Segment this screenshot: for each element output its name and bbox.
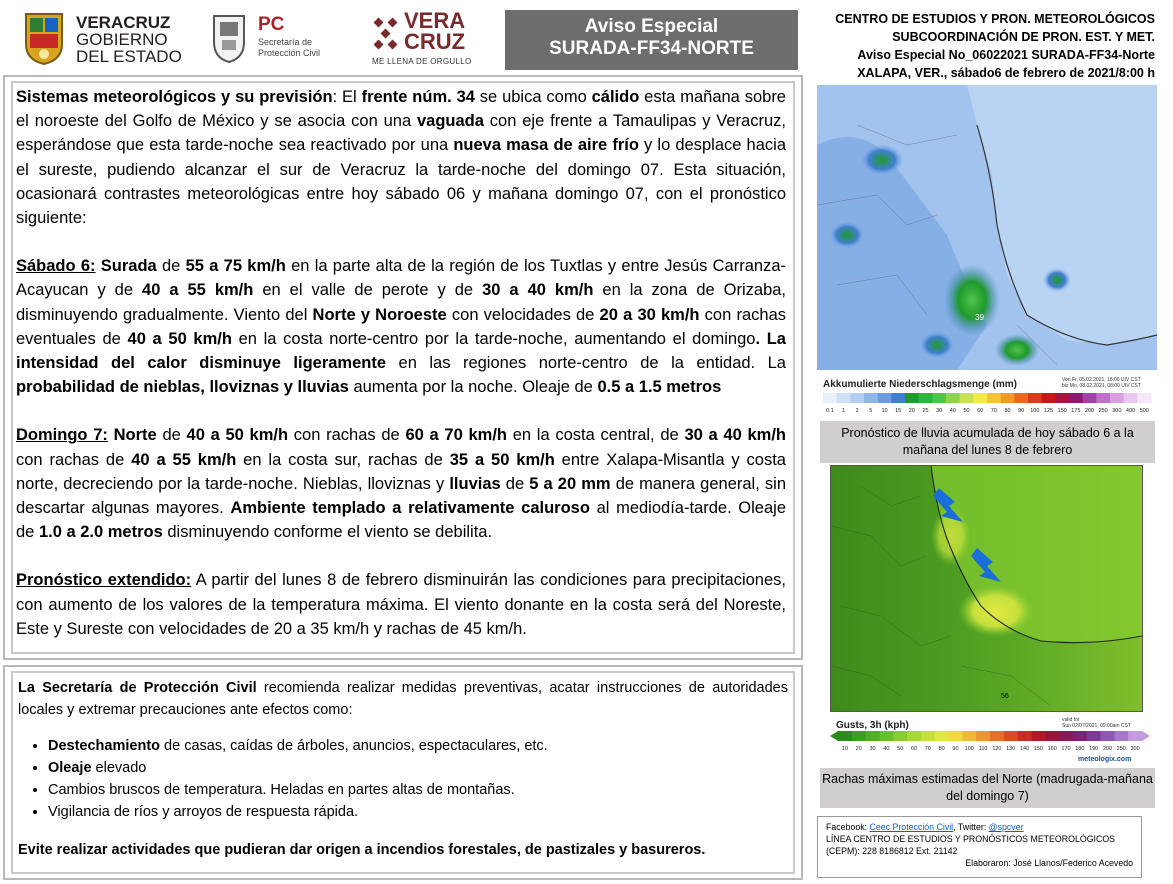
gusts-map xyxy=(830,465,1143,712)
scale-swatch xyxy=(893,731,907,741)
aviso-title-box xyxy=(505,10,798,70)
scale-tick-label: 90 xyxy=(1018,408,1025,414)
scale-swatch xyxy=(1001,393,1015,403)
scale-tick-label: 160 xyxy=(1047,746,1057,752)
scale-swatch xyxy=(1059,731,1073,741)
text-run: 55 a 75 km/h xyxy=(185,257,286,276)
text-run: en las regiones norte-centro de la entidad. La xyxy=(386,354,786,373)
text-run: en la costa sur, rachas de xyxy=(236,450,450,469)
text-run: de xyxy=(156,426,187,445)
text-run: 35 a 50 km/h xyxy=(449,450,555,469)
twitter-link[interactable]: @spcver xyxy=(988,822,1024,832)
text-run: con eje frente a Tamaulipas y Veracruz, esperándose que esta tarde-noche sea reactivado por una xyxy=(16,112,786,155)
pc-logo-text: PC xyxy=(258,14,285,35)
text-run: probabilidad de nieblas, lloviznas y lluvias xyxy=(16,378,349,397)
scale-tick-label: 250 xyxy=(1116,746,1126,752)
twitter-label: , Twitter: xyxy=(953,822,989,832)
veracruz-orgullo-logo xyxy=(370,8,472,68)
scale-tick-label: 40 xyxy=(949,408,956,414)
sistemas-heading: Sistemas meteorológicos y su previsión xyxy=(16,88,333,106)
scale-swatch xyxy=(879,731,893,741)
sabado-heading: Sábado 6: xyxy=(16,257,96,276)
scale-tick-label: 60 xyxy=(977,408,984,414)
scale-swatch xyxy=(1014,393,1028,403)
text-run: 30 a 40 km/h xyxy=(684,426,786,445)
text-run: Cambios bruscos de temperatura. Heladas en partes altas de montañas. xyxy=(48,782,515,798)
scale-tick-label: 10 xyxy=(881,408,888,414)
scale-tick-label: 2 xyxy=(855,408,859,414)
scale-tick-label: 300 xyxy=(1130,746,1140,752)
scale-swatch xyxy=(891,393,905,403)
precipitation-legend xyxy=(817,373,1157,419)
list-item xyxy=(48,757,788,779)
text-run: en la parte alta de la región de los Tuxtlas y entre Jesús Carranza-Acayucan y de xyxy=(16,257,786,300)
scale-tick-label: 40 xyxy=(883,746,890,752)
text-run: entre Xalapa-Misantla y costa norte, decreciendo por la tarde-noche. Nieblas, lloviznas y xyxy=(16,450,786,493)
scale-swatch xyxy=(1101,731,1115,741)
gusts-legend-title: Gusts, 3h (kph) xyxy=(836,720,909,731)
scale-tick-label: 170 xyxy=(1061,746,1071,752)
text-run: de xyxy=(156,257,186,276)
text-run: 5 a 20 mm xyxy=(529,474,611,493)
scale-swatch xyxy=(1042,393,1056,403)
scale-swatch xyxy=(1083,393,1097,403)
text-run: lluvias xyxy=(449,474,501,493)
scale-tick-label: 70 xyxy=(990,408,997,414)
scale-swatch xyxy=(878,393,892,403)
gusts-legend-date: Sun 02/07/2021, 09:00am CST xyxy=(1062,723,1131,729)
text-run: Surada xyxy=(100,257,157,276)
veracruz-line2: GOBIERNO xyxy=(76,30,168,49)
vc-tagline: ME LLENA DE ORGULLO xyxy=(372,57,472,66)
scale-swatch xyxy=(1069,393,1083,403)
scale-swatch xyxy=(838,731,852,741)
scale-arrow-left xyxy=(830,731,838,741)
veracruz-line1: VERACRUZ xyxy=(76,13,171,32)
orgullo-pattern-icon xyxy=(372,16,402,52)
text-run: 40 a 55 km/h xyxy=(142,281,254,300)
scale-swatch xyxy=(935,731,949,741)
pc-line2: Protección Civil xyxy=(258,48,321,58)
scale-tick-label: 100 xyxy=(1030,408,1040,414)
text-run: Norte y Noroeste xyxy=(312,305,447,324)
scale-tick-label: 5 xyxy=(869,408,873,414)
aviso-title-line2: SURADA-FF34-NORTE xyxy=(549,38,754,59)
scale-swatch xyxy=(960,393,974,403)
scale-swatch xyxy=(1018,731,1032,741)
text-run: recomienda realizar medidas preventivas, acatar instrucciones de autoridades locales y extremar precauciones ante efectos como: xyxy=(18,680,788,718)
scale-swatch xyxy=(1128,731,1142,741)
list-item xyxy=(48,779,788,801)
veracruz-line3: DEL ESTADO xyxy=(76,47,182,66)
text-run: con rachas de xyxy=(288,426,406,445)
scale-tick-label: 50 xyxy=(963,408,970,414)
text-run: disminuyendo conforme el viento se debilita. xyxy=(162,523,493,542)
text-run: 30 a 40 km/h xyxy=(482,281,594,300)
veracruz-government-logo xyxy=(22,8,187,68)
sistemas-paragraph xyxy=(16,85,786,230)
facebook-link[interactable]: Ceec Protección Civil xyxy=(869,822,954,832)
text-run: vaguada xyxy=(416,112,484,131)
scale-swatch xyxy=(823,393,837,403)
extendido-heading: Pronóstico extendido: xyxy=(16,571,192,590)
scale-tick-label: 200 xyxy=(1102,746,1113,752)
scale-swatch xyxy=(1004,731,1018,741)
scale-tick-label: 90 xyxy=(952,746,959,752)
scale-tick-label: 25 xyxy=(922,408,929,414)
issuer-line2: SUBCOORDINACIÓN DE PRON. EST. Y MET. xyxy=(892,30,1155,44)
text-run: . La intensidad del calor disminuye ligeramente xyxy=(16,329,786,373)
pc-emblem-icon xyxy=(208,10,250,64)
aviso-title-line1: Aviso Especial xyxy=(584,16,719,37)
scale-swatch xyxy=(973,393,987,403)
scale-tick-label: 180 xyxy=(1075,746,1085,752)
scale-swatch xyxy=(976,731,990,741)
scale-tick-label: 140 xyxy=(1019,746,1030,752)
text-run: en el valle de perote y de xyxy=(253,281,483,300)
precipitation-map xyxy=(817,85,1157,370)
text-run: con velocidades de xyxy=(446,305,600,324)
scale-swatch xyxy=(946,393,960,403)
meteologix-brand: meteologix.com xyxy=(1078,756,1132,763)
authors-line: Elaboraron: José Llanos/Federico Acevedo xyxy=(965,858,1133,868)
text-run: : El xyxy=(332,88,362,106)
facebook-label: Facebook: xyxy=(826,822,870,832)
issuer-line3: Aviso Especial No_06022021 SURADA-FF34-Norte xyxy=(857,48,1155,62)
precipitation-caption: Pronóstico de lluvia acumulada de hoy sábado 6 a la mañana del lunes 8 de febrero xyxy=(820,421,1155,463)
text-run: elevado xyxy=(91,760,147,776)
precip-value-label: 39 xyxy=(975,313,984,322)
scale-swatch xyxy=(866,731,880,741)
recommendations-intro xyxy=(18,677,788,721)
scale-tick-label: 150 xyxy=(1057,408,1067,414)
scale-swatch xyxy=(864,393,878,403)
contact-line3: (CEPM): 228 8186812 Ext. 21142 xyxy=(826,846,958,856)
text-run: A partir del lunes 8 de febrero disminuirán las condiciones para precipitaciones, con aumento de los valores de la temperatura máxima. El viento donante en la costa será del Noreste, Este y Sureste con velocidades de 20 a 35 km/h y rachas de 45 km/h. xyxy=(16,571,786,638)
text-run: con rachas eventuales de xyxy=(16,305,786,348)
gust-value-label: 56 xyxy=(1001,693,1009,700)
issuer-header xyxy=(815,10,1155,82)
scale-swatch xyxy=(1087,731,1101,741)
gusts-caption: Rachas máximas estimadas del Norte (madrugada-mañana del domingo 7) xyxy=(820,768,1155,808)
scale-swatch xyxy=(1055,393,1069,403)
precip-legend-info1: Von Fr, 05.02.2021, 18:00 UIV CST xyxy=(1062,377,1141,383)
social-line xyxy=(826,821,1133,833)
text-run: en la zona de Orizaba, disminuyendo gradualmente. Viento del xyxy=(16,281,787,324)
scale-tick-label: 15 xyxy=(895,408,902,414)
text-run: Oleaje xyxy=(48,760,92,776)
scale-tick-label: 250 xyxy=(1098,408,1108,414)
scale-swatch xyxy=(962,731,976,741)
scale-tick-label: 130 xyxy=(1006,746,1016,752)
text-run: La Secretaría de Protección Civil xyxy=(18,680,257,696)
scale-swatch xyxy=(919,393,933,403)
scale-swatch xyxy=(1110,393,1124,403)
scale-tick-label: 30 xyxy=(869,746,876,752)
scale-tick-label: 70 xyxy=(924,746,931,752)
scale-tick-label: 80 xyxy=(938,746,945,752)
domingo-heading: Domingo 7: xyxy=(16,426,108,445)
veracruz-shield-icon xyxy=(22,10,66,66)
scale-tick-label: 50 xyxy=(897,746,904,752)
scale-tick-label: 0.1 xyxy=(826,408,834,414)
scale-tick-label: 150 xyxy=(1033,746,1043,752)
text-run: en la costa central, de xyxy=(507,426,685,445)
scale-swatch xyxy=(990,731,1004,741)
scale-swatch xyxy=(921,731,935,741)
scale-tick-label: 20 xyxy=(908,408,915,414)
scale-swatch xyxy=(1073,731,1087,741)
gusts-legend-valid: valid for xyxy=(1062,717,1080,723)
list-item xyxy=(48,735,788,757)
precip-legend-title: Akkumulierte Niederschlagsmenge (mm) xyxy=(823,379,1017,390)
recommendations-list xyxy=(18,735,788,823)
precipitation-map-image xyxy=(817,85,1157,370)
text-run: de casas, caídas de árboles, anuncios, espectaculares, etc. xyxy=(160,738,548,754)
text-run: aumenta por la noche. Oleaje de xyxy=(348,378,598,397)
sabado-paragraph xyxy=(16,254,786,399)
scale-swatch xyxy=(852,731,866,741)
text-run: Vigilancia de ríos y arroyos de respuesta rápida. xyxy=(48,804,359,820)
forecast-text xyxy=(16,85,786,665)
scale-tick-label: 20 xyxy=(855,746,862,752)
proteccion-civil-logo xyxy=(208,8,358,68)
vc-logo-line1: VERA xyxy=(404,8,466,33)
text-run: en la costa norte-centro por la tarde-noche, aumentando el domingo xyxy=(231,329,756,348)
scale-swatch xyxy=(1028,393,1042,403)
scale-tick-label: 400 xyxy=(1125,408,1136,414)
text-run: esta mañana sobre el noroeste del Golfo de México y se asocia con una xyxy=(16,88,786,131)
scale-swatch xyxy=(837,393,851,403)
scale-tick-label: 500 xyxy=(1139,408,1149,414)
precip-color-scale xyxy=(821,393,1153,417)
text-run: con rachas de xyxy=(16,450,132,469)
text-run: 1.0 a 2.0 metros xyxy=(38,523,163,542)
text-run: 20 a 30 km/h xyxy=(599,305,700,324)
text-run: y lo desplace hacia el sureste, pudiendo alcanzar el sur de Veracruz la tarde-noche del domingo 07. Esta situación, ocasionará contrastes meteorológicas entre hoy sábado 06 y mañana domingo 07, con el pronóstico siguiente: xyxy=(16,136,786,228)
text-run: nueva masa de aire frío xyxy=(453,136,639,155)
list-item xyxy=(48,801,788,823)
text-run: Destechamiento xyxy=(48,738,161,754)
extendido-paragraph xyxy=(16,568,786,641)
scale-swatch xyxy=(850,393,864,403)
issuer-line4: XALAPA, VER., sábado6 de febrero de 2021/8:00 h xyxy=(857,66,1155,80)
contact-footer xyxy=(817,816,1142,878)
scale-tick-label: 120 xyxy=(992,746,1002,752)
text-run: 40 a 50 km/h xyxy=(186,426,289,445)
scale-tick-label: 190 xyxy=(1089,746,1099,752)
scale-swatch xyxy=(949,731,963,741)
scale-tick-label: 300 xyxy=(1112,408,1122,414)
text-run: al mediodía-tarde. Oleaje de xyxy=(16,499,787,542)
text-run: 0.5 a 1.5 metros xyxy=(597,378,722,397)
scale-tick-label: 1 xyxy=(841,408,846,414)
text-run: 40 a 50 km/h xyxy=(127,329,232,348)
recommendations-closing: Evite realizar actividades que pudieran dar origen a incendios forestales, de pastizales y basureros. xyxy=(18,842,706,858)
domingo-paragraph xyxy=(16,423,786,544)
issuer-line1: CENTRO DE ESTUDIOS Y PRON. METEOROLÓGICOS xyxy=(835,12,1155,26)
scale-tick-label: 110 xyxy=(978,746,988,752)
scale-arrow-right xyxy=(1142,731,1150,741)
text-run: cálido xyxy=(591,88,640,106)
gusts-map-image xyxy=(831,466,1142,711)
text-run: se ubica como xyxy=(474,88,592,106)
scale-tick-label: 10 xyxy=(841,746,848,752)
scale-tick-label: 100 xyxy=(964,746,974,752)
text-run: de manera general, sin descartar algunas mayores. xyxy=(16,474,786,518)
scale-tick-label: 80 xyxy=(1004,408,1011,414)
scale-swatch xyxy=(1096,393,1110,403)
scale-tick-label: 125 xyxy=(1043,408,1054,414)
text-run: frente núm. 34 xyxy=(361,88,475,106)
scale-swatch xyxy=(987,393,1001,403)
scale-swatch xyxy=(1114,731,1128,741)
gusts-legend xyxy=(830,714,1150,766)
text-run: Norte xyxy=(113,426,157,445)
scale-swatch xyxy=(1137,393,1151,403)
text-run: de xyxy=(500,474,530,493)
pc-line1: Secretaría de xyxy=(258,37,313,47)
text-run: 60 a 70 km/h xyxy=(405,426,508,445)
scale-swatch xyxy=(907,731,921,741)
recommendations-text xyxy=(18,677,788,861)
scale-swatch xyxy=(1031,731,1045,741)
scale-swatch xyxy=(932,393,946,403)
scale-tick-label: 60 xyxy=(910,746,918,752)
scale-tick-label: 175 xyxy=(1071,408,1081,414)
gusts-color-scale xyxy=(830,731,1150,755)
scale-swatch xyxy=(905,393,919,403)
precip-legend-info2: bis Mo, 08.02.2021, 08:00 UIV CST xyxy=(1062,383,1141,389)
vc-logo-line2: CRUZ xyxy=(404,29,466,54)
scale-tick-label: 200 xyxy=(1084,408,1095,414)
contact-line2: LÍNEA CENTRO DE ESTUDIOS Y PRONÓSTICOS METEOROLÓGICOS xyxy=(826,834,1116,844)
scale-tick-label: 30 xyxy=(936,408,943,414)
text-run: 40 a 55 km/h xyxy=(131,450,237,469)
scale-swatch xyxy=(1045,731,1059,741)
scale-swatch xyxy=(1124,393,1138,403)
text-run: Ambiente templado a relativamente caluroso xyxy=(230,499,590,518)
